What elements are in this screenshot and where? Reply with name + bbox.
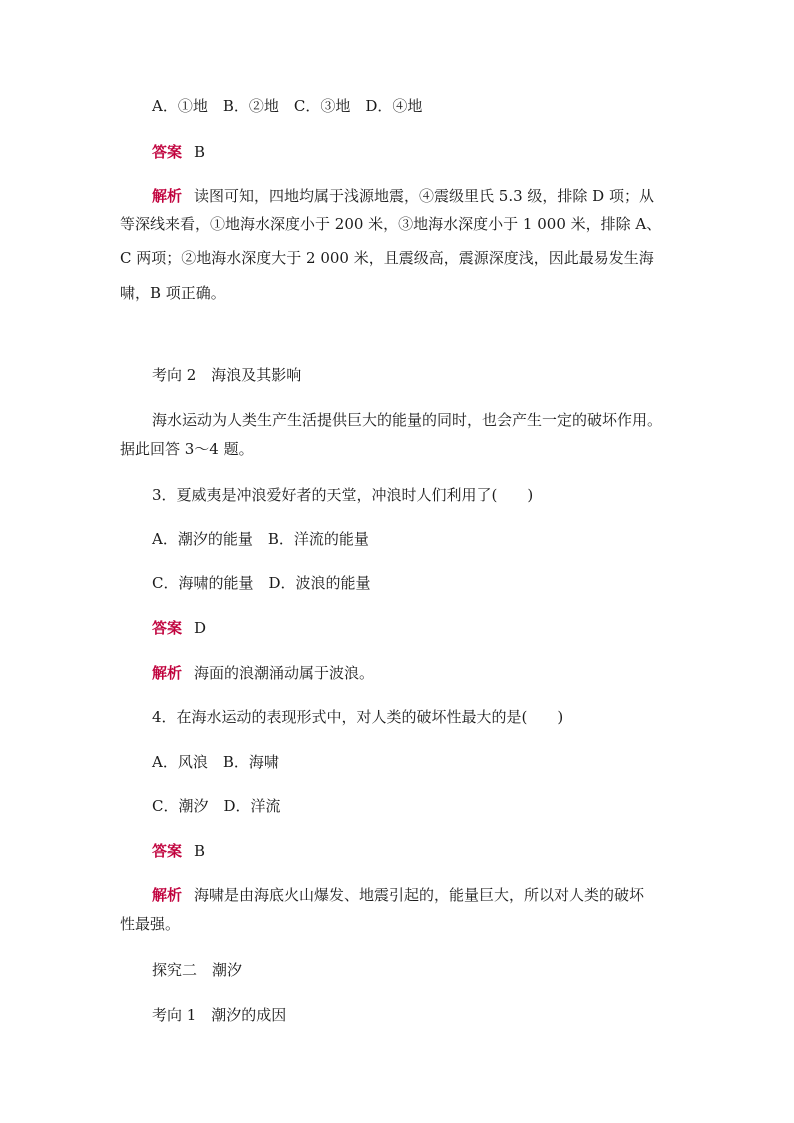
answer-label: 答案 (152, 842, 183, 860)
analysis-label: 解析 (152, 187, 183, 205)
q4-analysis-line-1 (152, 885, 712, 905)
q3-answer (152, 618, 712, 638)
q4-options-line-1: A．风浪 B．海啸 (152, 753, 279, 771)
analysis-label: 解析 (152, 664, 183, 682)
q-prev-answer (152, 142, 712, 162)
q-prev-analysis-line-4: 啸，B 项正确。 (120, 284, 226, 302)
q-prev-analysis-line-3: C 两项；②地海水深度大于 2 000 米，且震级高，震源深度浅，因此最易发生海 (120, 249, 654, 267)
section-heading-tanjiu-2: 探究二 潮汐 (152, 961, 243, 979)
q3-options-line-2: C．海啸的能量 D．波浪的能量 (152, 574, 371, 592)
q-prev-options: A．①地 B．②地 C．③地 D．④地 (152, 97, 423, 115)
intro-line-2: 据此回答 3～4 题。 (120, 440, 254, 458)
answer-label: 答案 (152, 143, 183, 161)
q3-analysis (152, 663, 712, 683)
q-prev-analysis-line-2: 等深线来看，①地海水深度小于 200 米，③地海水深度小于 1 000 米，排除 A、 (120, 215, 662, 233)
q3-stem: 3．夏威夷是冲浪爱好者的天堂，冲浪时人们利用了( ) (152, 486, 534, 504)
answer-label: 答案 (152, 619, 183, 637)
section-heading-kaoxiang-1: 考向 1 潮汐的成因 (152, 1006, 287, 1024)
answer-value: D (194, 619, 207, 637)
q-prev-analysis-line-1 (152, 186, 712, 206)
q4-options-line-2: C．潮汐 D．洋流 (152, 797, 281, 815)
analysis-label: 解析 (152, 886, 183, 904)
answer-value: B (194, 143, 206, 161)
section-heading-kaoxiang-2: 考向 2 海浪及其影响 (152, 366, 302, 384)
analysis-text: 海啸是由海底火山爆发、地震引起的，能量巨大，所以对人类的破坏 (194, 886, 645, 904)
q4-answer (152, 841, 712, 861)
answer-value: B (194, 842, 206, 860)
q4-analysis-line-2: 性最强。 (120, 915, 181, 933)
intro-line-1: 海水运动为人类生产生活提供巨大的能量的同时，也会产生一定的破坏作用。 (152, 411, 663, 429)
q3-options-line-1: A．潮汐的能量 B．洋流的能量 (152, 530, 369, 548)
analysis-text: 海面的浪潮涌动属于波浪。 (194, 664, 375, 682)
q4-stem: 4．在海水运动的表现形式中，对人类的破坏性最大的是( ) (152, 708, 564, 726)
analysis-text: 读图可知，四地均属于浅源地震，④震级里氏 5.3 级，排除 D 项；从 (194, 187, 654, 205)
